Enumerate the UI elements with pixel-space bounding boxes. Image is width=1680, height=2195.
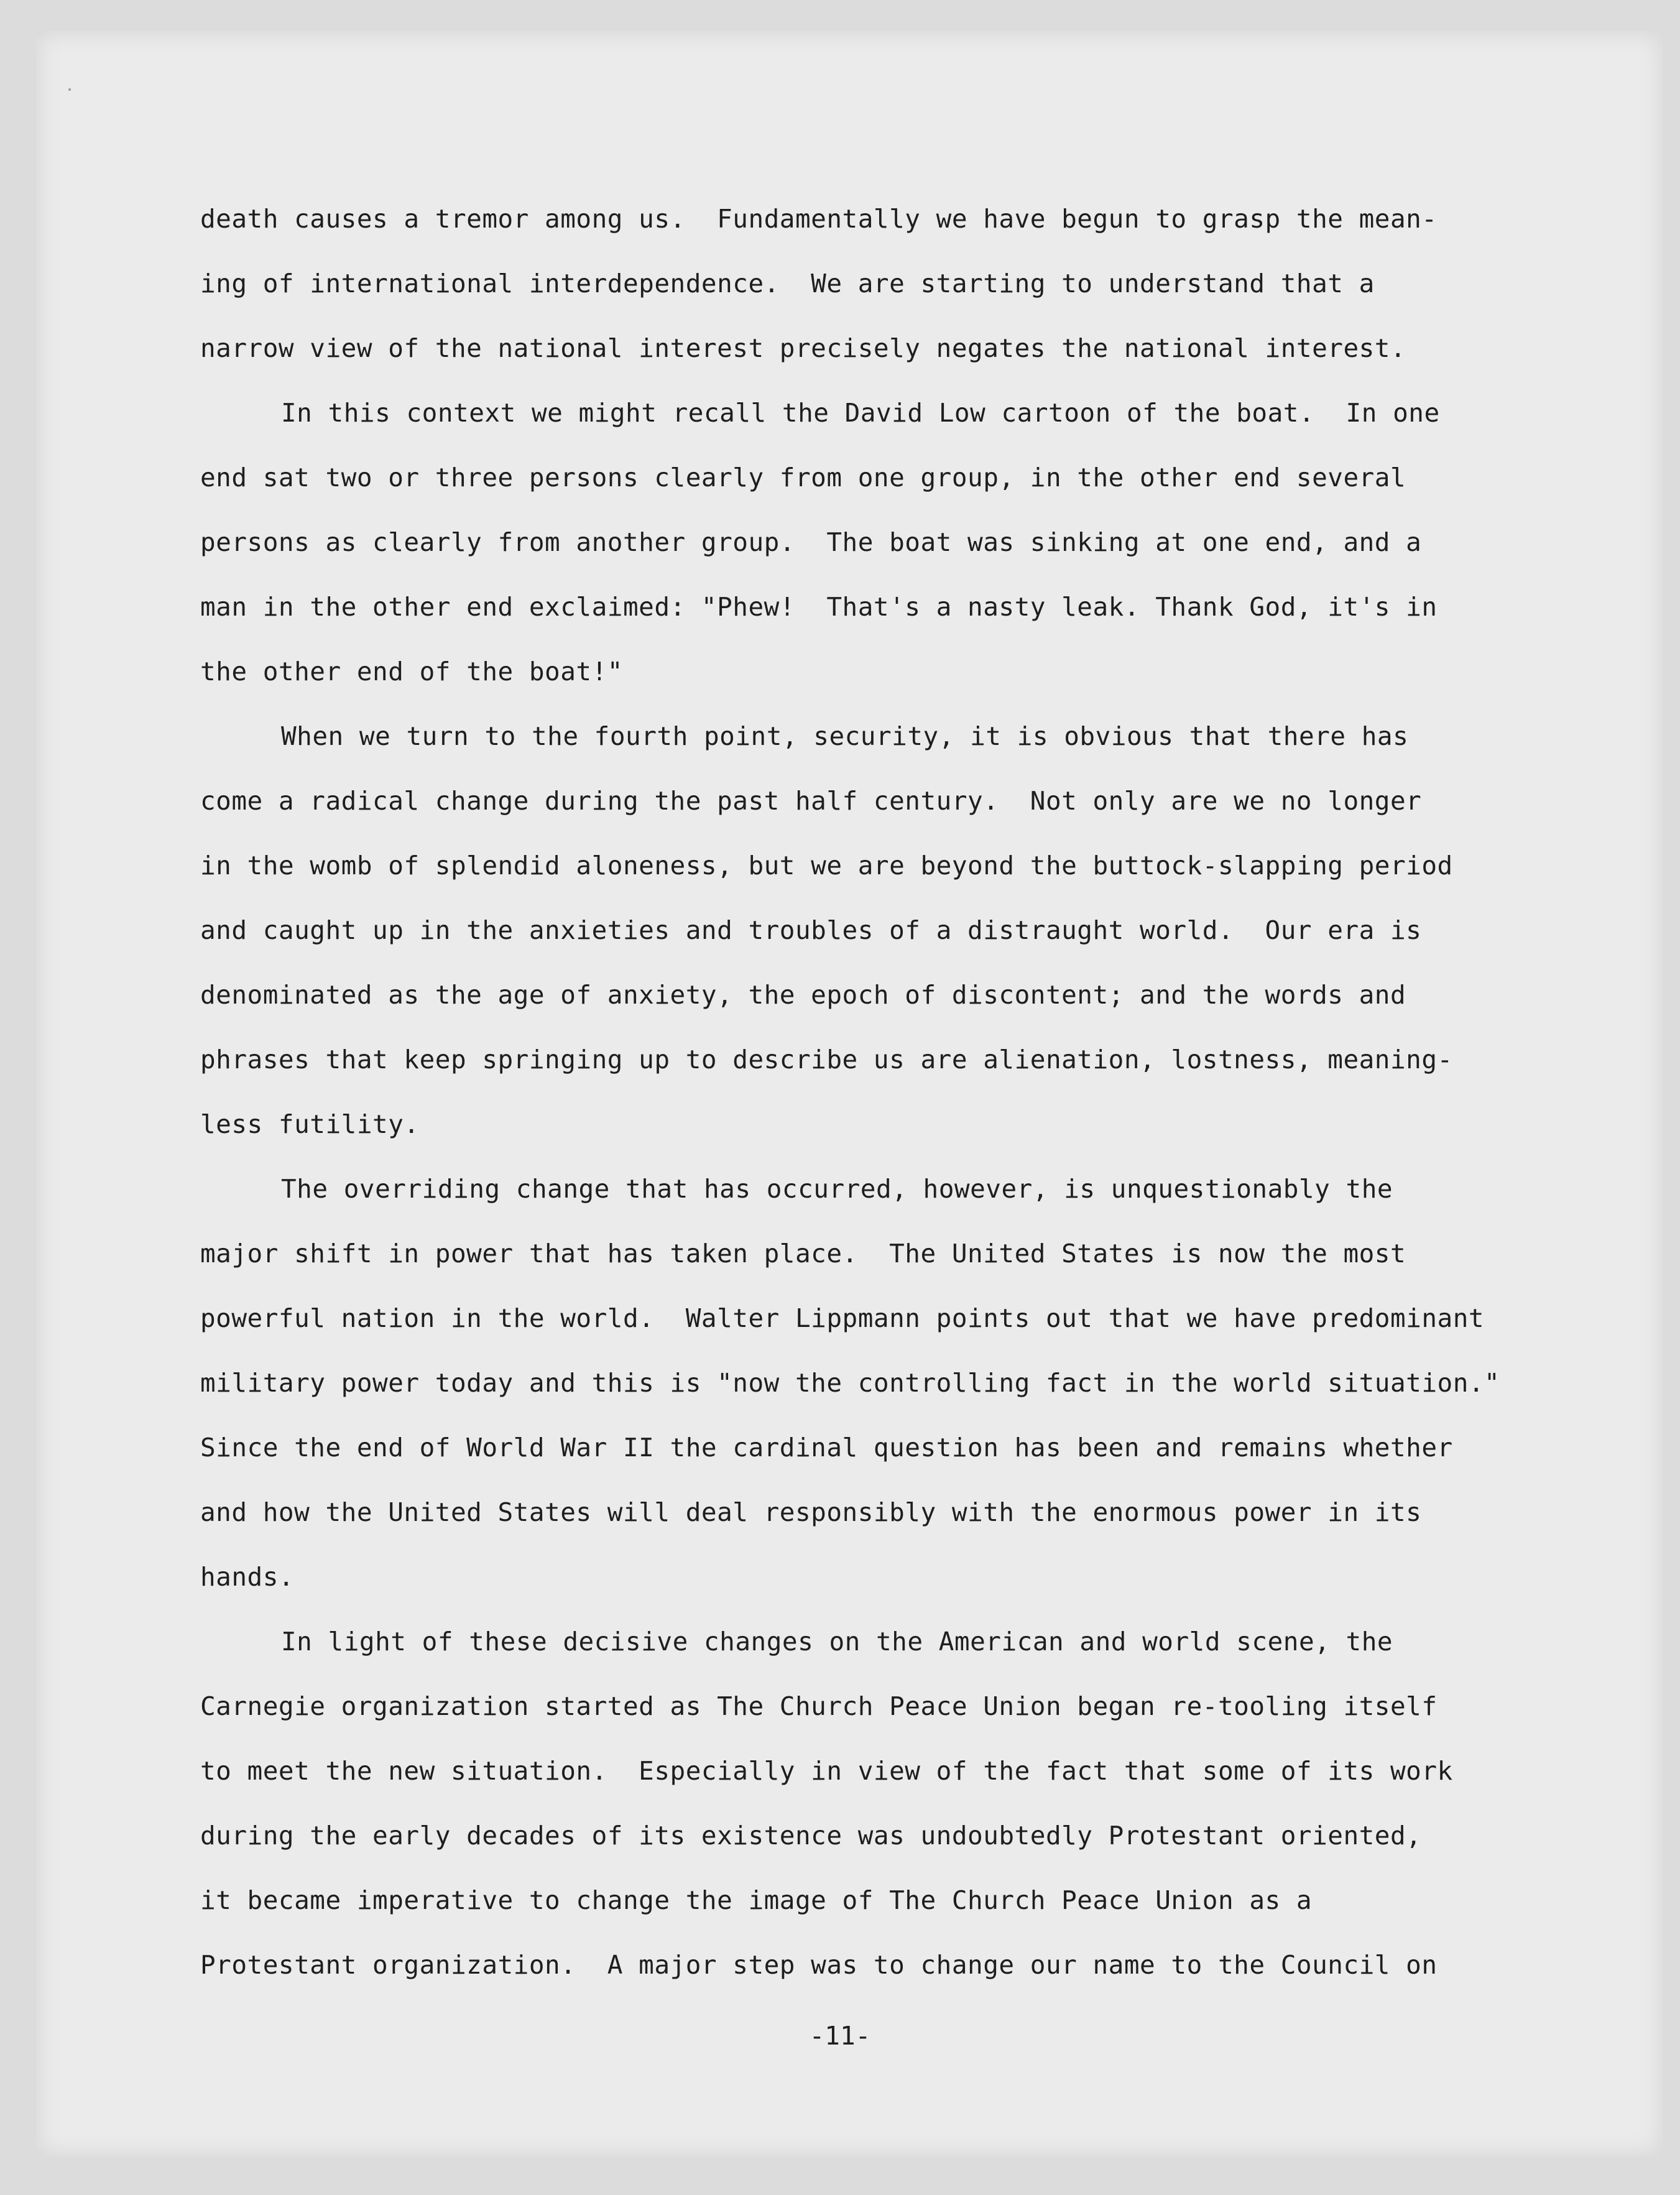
text-line: in the womb of splendid aloneness, but we are beyond the buttock-slapping period bbox=[200, 851, 1453, 880]
text-line: end sat two or three persons clearly from one group, in the other end several bbox=[200, 463, 1406, 492]
page-number: -11- bbox=[809, 2021, 871, 2051]
text-line: come a radical change during the past half century. Not only are we no longer bbox=[200, 786, 1422, 816]
text-line: and how the United States will deal responsibly with the enormous power in its bbox=[200, 1497, 1422, 1527]
text-line: denominated as the age of anxiety, the epoch of discontent; and the words and bbox=[200, 980, 1406, 1010]
text-line: narrow view of the national interest precisely negates the national interest. bbox=[200, 333, 1406, 363]
body-text bbox=[200, 187, 1543, 1997]
text-line: death causes a tremor among us. Fundamentally we have begun to grasp the mean- bbox=[200, 204, 1438, 234]
text-line: Since the end of World War II the cardinal question has been and remains whether bbox=[200, 1433, 1453, 1463]
text-line: When we turn to the fourth point, security, it is obvious that there has bbox=[281, 721, 1409, 751]
text-line: man in the other end exclaimed: "Phew! That's a nasty leak. Thank God, it's in bbox=[200, 592, 1438, 622]
text-line: hands. bbox=[200, 1562, 295, 1592]
text-line: phrases that keep springing up to describe us are alienation, lostness, meaning- bbox=[200, 1045, 1453, 1074]
text-line: powerful nation in the world. Walter Lippmann points out that we have predominant bbox=[200, 1303, 1485, 1333]
text-line: Protestant organization. A major step was to change our name to the Council on bbox=[200, 1950, 1438, 1980]
text-line: ing of international interdependence. We are starting to understand that a bbox=[200, 269, 1375, 298]
text-line: In light of these decisive changes on the American and world scene, the bbox=[281, 1627, 1393, 1657]
text-line: Carnegie organization started as The Church Peace Union began re-tooling itself bbox=[200, 1691, 1438, 1721]
paper-speck bbox=[68, 88, 71, 91]
text-line: persons as clearly from another group. The boat was sinking at one end, and a bbox=[200, 527, 1422, 557]
text-line: to meet the new situation. Especially in view of the fact that some of its work bbox=[200, 1756, 1453, 1786]
text-line: it became imperative to change the image of The Church Peace Union as a bbox=[200, 1885, 1313, 1915]
text-line: the other end of the boat!" bbox=[200, 657, 623, 686]
text-line: military power today and this is "now the controlling fact in the world situation." bbox=[200, 1368, 1500, 1398]
text-line: and caught up in the anxieties and troubles of a distraught world. Our era is bbox=[200, 915, 1422, 945]
text-line: less futility. bbox=[200, 1109, 420, 1139]
text-line: during the early decades of its existence was undoubtedly Protestant oriented, bbox=[200, 1821, 1422, 1851]
text-line: major shift in power that has taken place. The United States is now the most bbox=[200, 1239, 1406, 1268]
text-line: The overriding change that has occurred, however, is unquestionably the bbox=[281, 1174, 1393, 1204]
text-line: In this context we might recall the David Low cartoon of the boat. In one bbox=[281, 398, 1440, 428]
